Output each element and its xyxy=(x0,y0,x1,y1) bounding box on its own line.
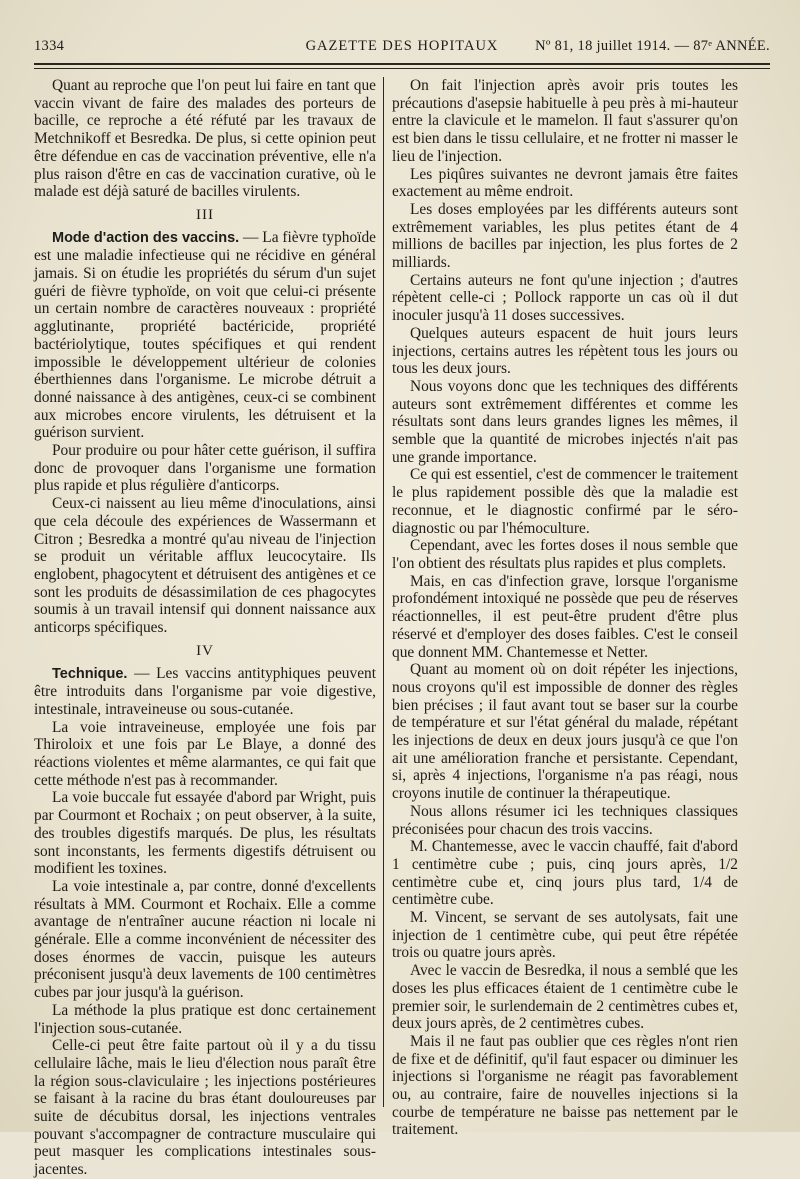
paragraph: Nous voyons donc que les techniques des différents auteurs sont extrêmement différentes et comme les résultats sont dans leurs grandes lignes les mêmes, il semble que la quantité de microbes injectés n'ait pas une grande importance. xyxy=(392,377,738,466)
paragraph: Ceux-ci naissent au lieu même d'inoculations, ainsi que cela découle des expériences de Wassermann et Citron ; Besredka a montré qu'au niveau de l'injection se produit un véritable afflux leucocytaire. Ils englobent, phagocytent et détruisent des antigènes et ce sont les produits de désassimilation de ces phagocytes soumis à un travail intensif qui donnent naissance aux anticorps spécifiques. xyxy=(34,495,376,637)
paragraph: Cependant, avec les fortes doses il nous semble que l'on obtient des résultats plus rapides et plus complets. xyxy=(392,537,738,572)
paragraph: La méthode la plus pratique est donc certainement l'injection sous-cutanée. xyxy=(34,1001,376,1037)
paragraph: On fait l'injection après avoir pris toutes les précautions d'asepsie habituelle à peu près à mi-hauteur entre la clavicule et le mamelon. Il faut s'assurer qu'on est bien dans le tissu cellulaire, et ne frotter ni masser le lieu de l'injection. xyxy=(392,77,738,165)
paragraph: La voie buccale fut essayée d'abord par Wright, puis par Courmont et Rochaix ; on peut observer, à la suite, des troubles digestifs marqués. De plus, les résultats sont inconstants, les ferments digestifs détruisent ou modifient les toxines. xyxy=(34,789,376,878)
paragraph: M. Chantemesse, avec le vaccin chauffé, fait d'abord 1 centimètre cube ; puis, cinq jours après, 1/2 centimètre cube et, cinq jours plus tard, 1/4 de centimètre cube. xyxy=(392,838,738,909)
paragraph: Mais, en cas d'infection grave, lorsque l'organisme profondément intoxiqué ne possède que peu de réserves réactionnelles, il est peut-être prudent d'être plus réservé et d'employer des doses faibles. C'est le conseil que donnent MM. Chantemesse et Netter. xyxy=(392,572,738,661)
paragraph-technique xyxy=(34,665,376,719)
journal-title: GAZETTE DES HOPITAUX xyxy=(305,38,499,54)
paragraph-mode-action xyxy=(34,229,376,442)
right-column xyxy=(392,77,738,1139)
paragraph: Certains auteurs ne font qu'une injection ; d'autres répètent celle-ci ; Pollock rapporte un cas où il dut inoculer jusqu'à 11 doses successives. xyxy=(392,271,738,325)
header-rule-thick xyxy=(34,63,770,65)
paragraph: M. Vincent, se servant de ses autolysats, fait une injection de 1 centimètre cube, qui peut être répétée trois ou quatre jours après. xyxy=(392,909,738,962)
issue-info: Nº 81, 18 juillet 1914. — 87ᵉ ANNÉE. xyxy=(535,38,770,54)
paragraph: Mais il ne faut pas oublier que ces règles n'ont rien de fixe et de définitif, qu'il faut espacer ou diminuer les injections si l'organisme ne réagit pas favorablement ou, au contraire, faire de nouvelles injections si la courbe de température ne baisse pas nettement par le traitement. xyxy=(392,1032,738,1139)
page-number: 1334 xyxy=(34,38,65,54)
paragraph: Pour produire ou pour hâter cette guérison, il suffira donc de provoquer dans l'organisme une formation plus rapide et plus régulière d'anticorps. xyxy=(34,442,376,495)
column-divider xyxy=(383,77,384,1107)
left-column xyxy=(34,77,376,1179)
paragraph: Quant au moment où on doit répéter les injections, nous croyons qu'il est impossible de donner des règles bien précises ; il faut avant tout se baser sur la courbe de température et sur l'état général du malade, répétant les injections de deux en deux jours jusqu'à ce que l'on ait une amélioration franche et persistante. Cependant, si, après 4 injections, l'organisme n'a pas réagi, nous croyons inutile de continuer la thérapeutique. xyxy=(392,661,738,803)
paragraph: Nous allons résumer ici les techniques classiques préconisées pour chacun des trois vaccins. xyxy=(392,802,738,838)
paragraph: La voie intraveineuse, employée une fois par Thiroloix et une fois par Le Blaye, a donné des réactions violentes et même alarmantes, ce qui fait que cette méthode n'est pas à recommander. xyxy=(34,718,376,789)
paragraph-text: — Les vaccins antityphiques peuvent être introduits dans l'organisme par voie digestive, intestinale, intraveineuse ou sous-cutanée. xyxy=(34,664,376,718)
paragraph: La voie intestinale a, par contre, donné d'excellents résultats à MM. Courmont et Rochaix. Elle a comme avantage de n'entraîner aucune réaction ni locale ni générale. Elle a comme inconvénient de nécessiter des doses énormes de vaccin, puisque les auteurs préconisent jusqu'à deux lavements de 100 centimètres cubes par jour jusqu'à la guérison. xyxy=(34,877,376,1002)
paragraph: Les doses employées par les différents auteurs sont extrêmement variables, les plus petites étant de 4 millions de bacilles par injection, les plus fortes de 2 milliards. xyxy=(392,200,738,272)
paragraph-lead-technique: Technique. xyxy=(52,665,128,682)
paragraph: Quelques auteurs espacent de huit jours leurs injections, certains autres les répètent tous les jours ou tous les deux jours. xyxy=(392,324,738,378)
page-header xyxy=(34,36,770,62)
section-heading-iv: IV xyxy=(196,642,214,659)
paragraph: Ce qui est essentiel, c'est de commencer le traitement le plus rapidement possible dès que la maladie est reconnue, et le diagnostic confirmé par le séro-diagnostic ou par l'hémoculture. xyxy=(392,466,738,537)
paragraph-text: — La fièvre typhoïde est une maladie infectieuse qui ne récidive en général jamais. Si on étudie les propriétés du sérum d'un sujet guéri de fièvre typhoïde, on voit que celui-ci présente un certain nombre de caractères nouveaux : propriété agglutinante, propriété bactéricide, propriété bactériolytique, toutes spécifiques et qui rendent impossible le développement ultérieur de colonies éberthiennes dans l'organisme. Le microbe détruit a donné naissance à des antigènes, ceux-ci se combinent aux microbes encore virulents, les détruisent et la guérison survient. xyxy=(34,228,376,442)
paragraph: Quant au reproche que l'on peut lui faire en tant que vaccin vivant de faire des malades des porteurs de bacille, ce reproche a été réfuté par les travaux de Metchnikoff et Besredka. De plus, si cette opinion peut être défendue en cas de vaccination préventive, elle n'a plus raison d'être en cas de vaccination curative, où le malade est déjà saturé de bacilles virulents. xyxy=(34,77,376,201)
paragraph: Avec le vaccin de Besredka, il nous a semblé que les doses les plus efficaces étaient de 1 centimètre cube le premier soir, le surlendemain de 2 centimètres cubes et, deux jours après, de 2 centimètres cubes. xyxy=(392,962,738,1033)
paragraph: Les piqûres suivantes ne devront jamais être faites exactement au même endroit. xyxy=(392,165,738,201)
paragraph-lead-mode: Mode d'action des vaccins. xyxy=(52,229,240,246)
header-rule-thin xyxy=(34,68,770,69)
paragraph: Celle-ci peut être faite partout où il y a du tissu cellulaire lâche, mais le lieu d'élection nous paraît être la région sous-claviculaire ; les injections postérieures se faisant à la racine du bras étant douloureuses par suite de décubitus dorsal, les injections ventrales pouvant s'accompagner de contracture musculaire qui peut masquer les complications intestinales sous-jacentes. xyxy=(34,1037,376,1179)
section-heading-iii: III xyxy=(196,206,214,223)
